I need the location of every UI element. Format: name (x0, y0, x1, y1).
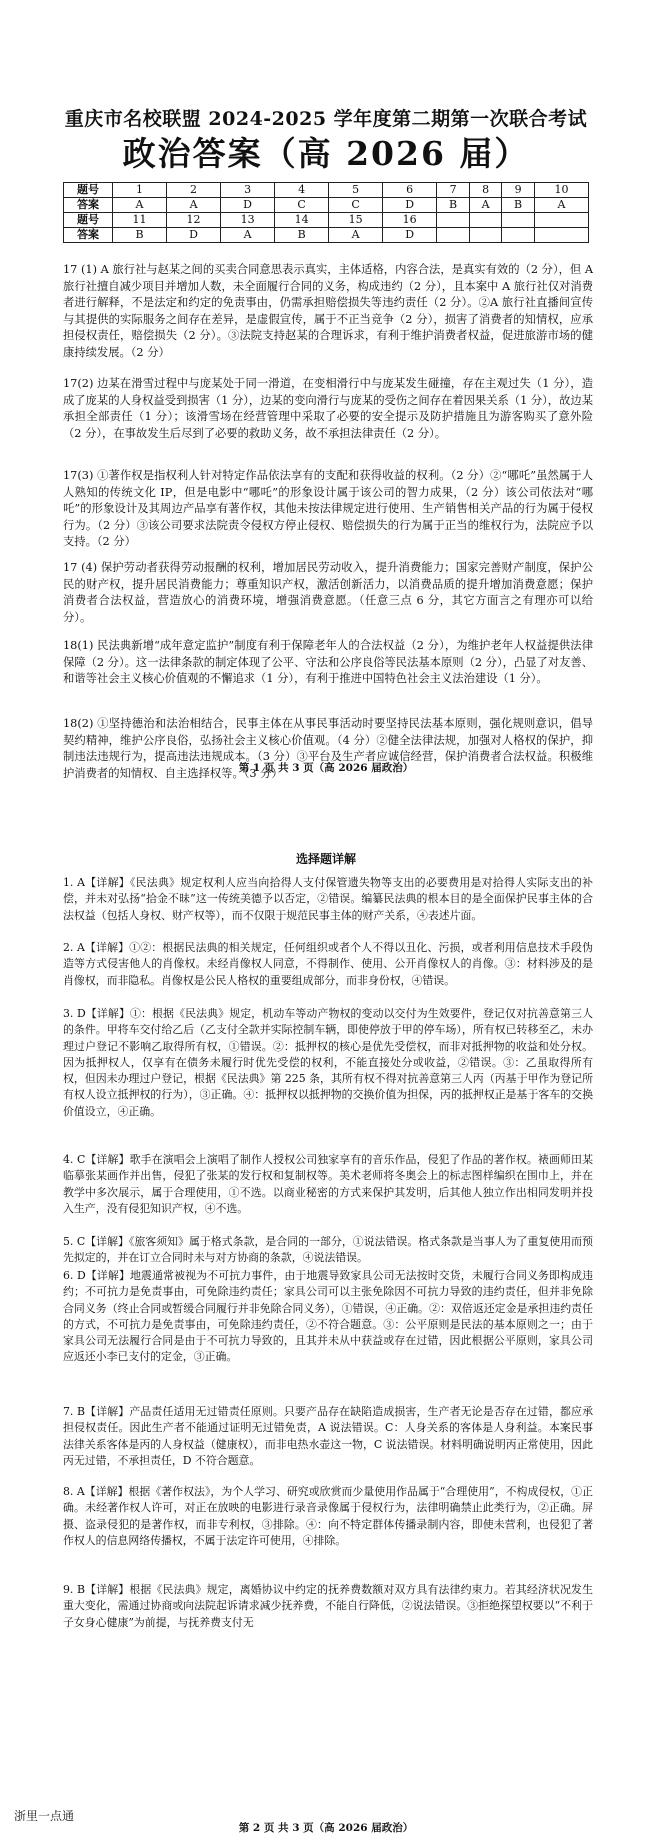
section-title: 选择题详解 (295, 852, 356, 866)
answer-table-cell (469, 213, 501, 228)
answer-table-cell: B (437, 198, 470, 213)
detail-1: 1. A【详解】《民法典》规定权利人应当向拾得人支付保管遗失物等支出的必要费用是对拾得人实际支出的补偿，并未对弘扬“拾金不昧”这一传统美德予以否定，②错误。编纂民法典的根本目的是全面保护民事主体的合法权益（包括人身权、财产权等），而不仅限于规范民事主体的财产关系，④表述片面。 (63, 876, 593, 922)
detail-3: 3. D【详解】①：根据《民法典》规定，机动车等动产物权的变动以交付为生效要件，登记仅对抗善意第三人的条件。甲将车交付给乙后（乙支付全款并实际控制车辆，即使停放于甲的停车场），所有权已转移至乙，未办理过户登记不影响乙取得所有权，①错误。②：抵押权的核心是优先受偿权，而非对抵押物的收益和处分权。因为抵押权人，仅享有在债务未履行时优先受偿的权利，不能直接处分或收益，②错误。③：乙虽取得所有权，但因未办理过户登记，根据《民法典》第 225 条，其所有权不得对抗善意第三人丙（丙基于甲作为登记所有权人设立抵押权的行为），③正确。④：抵押权以抵押物的交换价值为担保，丙的抵押权正是基于客车的交换价值设立，④正确。 (63, 1007, 593, 1118)
answer-table-cell: A (167, 198, 221, 213)
watermark-text: 浙里一点通 (14, 1809, 75, 1823)
answer-table-cell: 16 (383, 213, 437, 228)
answer-table-cell: D (167, 228, 221, 243)
answer-table-row (64, 228, 589, 243)
answer-table-cell: B (502, 198, 535, 213)
answer-18-1: 18(1) 民法典新增“成年意定监护”制度有利于保障老年人的合法权益（2 分），为维护老年人权益提供法律保障（2 分）。这一法律条款的制定体现了公平、守法和公序良俗等民法基本原则（2 分），凸显了对友善、和谐等社会主义核心价值观的不懈追求（1 分），有利于推进中国特色社会主义法治建设（1 分）。 (63, 639, 593, 686)
detail-6: 6. D【详解】地震通常被视为不可抗力事件，由于地震导致家具公司无法按时交货，未履行合同义务即构成违约；不可抗力是免责事由，可免除违约责任；家具公司可以主张免除因不可抗力导致的违约责任，但并非免除合同义务（终止合同或暂缓合同履行并非免除合同义务），①错误，④正确。②：双倍返还定金是承担违约责任的方式，不可抗力是免责事由，可免除违约责任，②不符合题意。③：公平原则是民法的基本原则之一；由于家具公司无法履行合同是由于不可抗力导致的，且其并未从中获益或存在过错，因此根据公平原则，家具公司应返还小李已支付的定金，③正确。 (63, 1269, 593, 1364)
answer-17-2: 17(2) 边某在滑雪过程中与庞某处于同一滑道，在变相滑行中与庞某发生碰撞，存在主观过失（1 分），造成了庞某的人身权益受到损害（1 分），边某的变向滑行与庞某的受伤之间存在着因果关系（1 分），故边某承担全部责任（1 分）；该滑雪场在经营管理中采取了必要的安全提示及防护措施且为游客购买了意外险（2 分），在事故发生后尽到了必要的救助义务，故不承担法律责任（2 分）。 (63, 377, 593, 440)
answer-key-table (63, 182, 589, 243)
answer-table-cell: 11 (113, 213, 167, 228)
answer-table-cell: A (221, 228, 275, 243)
answer-table-cell: A (469, 198, 501, 213)
answer-table-cell: B (275, 228, 329, 243)
detail-4: 4. C【详解】歌手在演唱会上演唱了制作人授权公司独家享有的音乐作品，侵犯了作品的著作权。裱画师田某临摹张某画作并出售，侵犯了张某的发行权和复制权等。美术老师将冬奥会上的标志图样编织在围巾上，并在教学中多次展示，属于合理使用，①不选。以商业秘密的方式来保护其发明，后其他人独立作出相同发明并投入生产，没有侵犯知识产权，④不选。 (63, 1153, 593, 1215)
detail-7: 7. B【详解】产品责任适用无过错责任原则。只要产品存在缺陷造成损害，生产者无论是否存在过错，都应承担侵权责任。因此生产者不能通过证明无过错免责，A 说法错误。C：人身关系的客体是人身利益。本案民事法律关系客体是丙的人身权益（健康权），而非电热水壶这一物，C 说法错误。材料明确说明丙正常使用，因此丙无过错，不承担责任，D 不符合题意。 (63, 1405, 593, 1467)
answer-17-4: 17 (4) 保护劳动者获得劳动报酬的权利，增加居民劳动收入，提升消费能力；国家完善财产制度，保护公民的财产权，提升居民消费能力；尊重知识产权，激活创新活力，以消费品质的提升增加消费意愿；保护消费者合法权益，营造放心的消费环境，增强消费意愿。（任意三点 6 分，其它方面言之有理亦可以给分）。 (63, 561, 593, 624)
answer-table-cell: A (113, 198, 167, 213)
answer-table-cell: 3 (221, 183, 275, 198)
answer-table-row-label: 题号 (64, 213, 113, 228)
answer-table-cell: 2 (167, 183, 221, 198)
answer-table-cell (502, 213, 535, 228)
answer-table-cell: B (113, 228, 167, 243)
answer-table-cell: C (329, 198, 383, 213)
answer-table-row-label: 题号 (64, 183, 113, 198)
answer-table-cell (437, 228, 470, 243)
answer-table-cell: D (221, 198, 275, 213)
answer-page-2 (0, 852, 652, 1842)
answer-table-cell: 15 (329, 213, 383, 228)
detail-5: 5. C【详解】《旅客须知》属于格式条款，是合同的一部分，①说法错误。格式条款是当事人为了重复使用而预先拟定的，并在订立合同时未与对方协商的条款，④说法错误。 (63, 1235, 593, 1265)
page-footer-2: 第 2 页 共 3 页（高 2026 届政治） (238, 1822, 414, 1834)
answer-table-row-label: 答案 (64, 198, 113, 213)
answer-table-cell: 13 (221, 213, 275, 228)
answer-table-row (64, 198, 589, 213)
answer-table-cell (502, 228, 535, 243)
page-footer-1: 第 1 页 共 3 页（高 2026 届政治） (238, 762, 414, 774)
answer-table-cell: D (383, 198, 437, 213)
answer-table-row-label: 答案 (64, 228, 113, 243)
answer-table-cell (437, 213, 470, 228)
answer-table-cell: 9 (502, 183, 535, 198)
answer-title: 政治答案（高 2026 届） (122, 134, 530, 173)
detail-2: 2. A【详解】①②：根据民法典的相关规定，任何组织或者个人不得以丑化、污损，或者利用信息技术手段伪造等方式侵害他人的肖像权。未经肖像权人同意，不得制作、使用、公开肖像权人的肖像。③：材料涉及的是肖像权，而非隐私。肖像权是公民人格权的重要组成部分，而非身份权，④错误。 (63, 941, 593, 987)
answer-table-row (64, 183, 589, 198)
detail-8: 8. A【详解】根据《著作权法》，为个人学习、研究或欣赏而少量使用作品属于“合理使用”，不构成侵权，①正确。未经著作权人许可，对正在放映的电影进行录音录像属于侵权行为，法律明确禁止此类行为，②正确。屏摄、盗录侵犯的是著作权，而非专利权，③排除。④：向不特定群体传播录制内容，即使未营利，也侵犯了著作权人的信息网络传播权，不属于法定许可使用，④排除。 (63, 1485, 593, 1547)
answer-table-cell: A (329, 228, 383, 243)
answer-table-cell: 10 (534, 183, 588, 198)
answer-table-cell: 8 (469, 183, 501, 198)
answer-table-cell (534, 228, 588, 243)
answer-18-2: 18(2) ①坚持德治和法治相结合，民事主体在从事民事活动时要坚持民法基本原则，强化规则意识，倡导契约精神，维护公序良俗，弘扬社会主义核心价值观。（4 分）②健全法律法规，加强对人格权的保护，抑制违法违规行为，提高违法违规成本。（3 分）③平台及生产者应诚信经营，保护消费者合法权益。积极维护消费者的知情权、自主选择权等。（3 分） (63, 717, 593, 780)
detail-9: 9. B【详解】根据《民法典》规定，离婚协议中约定的抚养费数额对双方具有法律约束力。若其经济状况发生重大变化，需通过协商或向法院起诉请求减少抚养费，不能自行降低，②说法错误。③拒绝探望权要以“不利于子女身心健康”为前提，与抚养费支付无 (63, 1583, 593, 1629)
answer-table-cell (534, 213, 588, 228)
exam-title: 重庆市名校联盟 2024-2025 学年度第二期第一次联合考试 (64, 108, 588, 130)
answer-table-row (64, 213, 589, 228)
answer-table-cell: 7 (437, 183, 470, 198)
answer-table-cell: 1 (113, 183, 167, 198)
answer-table-cell: 5 (329, 183, 383, 198)
answer-table-cell: A (534, 198, 588, 213)
answer-table-cell: 4 (275, 183, 329, 198)
answer-17-3: 17(3) ①著作权是指权利人针对特定作品依法享有的支配和获得收益的权利。（2 分）②“哪吒”虽然属于人人熟知的传统文化 IP，但是电影中“哪吒”的形象设计属于该公司的智力成果，（2 分）该公司依法对“哪吒”的形象设计及其周边产品享有著作权，其他未按法律规定进行使用、生产销售相关产品的行为属于侵权行为。（2 分）③该公司要求法院责令侵权方停止侵权、赔偿损失的行为属于正当的维权行为，法院应予以支持。（2 分） (63, 469, 593, 549)
answer-table-cell (469, 228, 501, 243)
answer-table-cell: D (383, 228, 437, 243)
answer-table-cell: 6 (383, 183, 437, 198)
answer-table-cell: C (275, 198, 329, 213)
answer-17-1: 17 (1) A 旅行社与赵某之间的买卖合同意思表示真实，主体适格，内容合法，是真实有效的（2 分），但 A 旅行社擅自减少项目并增加人数，未全面履行合同的义务，构成违约（2 分），且本案中 A 旅行社仅对消费者进行解释，不是法定和约定的免责事由，仍需承担赔偿损失等违约责任（2 分）。②A 旅行社直播间宣传与其提供的实际服务之间存在差异，是虚假宣传，属于不正当竞争（2 分），损害了消费者的知情权，应承担侵权责任，赔偿损失（2 分）。③法院支持赵某的合理诉求，有利于维护消费者权益，促进旅游市场的健康持续发展。（2 分） (63, 263, 593, 359)
answer-table-cell: 14 (275, 213, 329, 228)
answer-table-cell: 12 (167, 213, 221, 228)
